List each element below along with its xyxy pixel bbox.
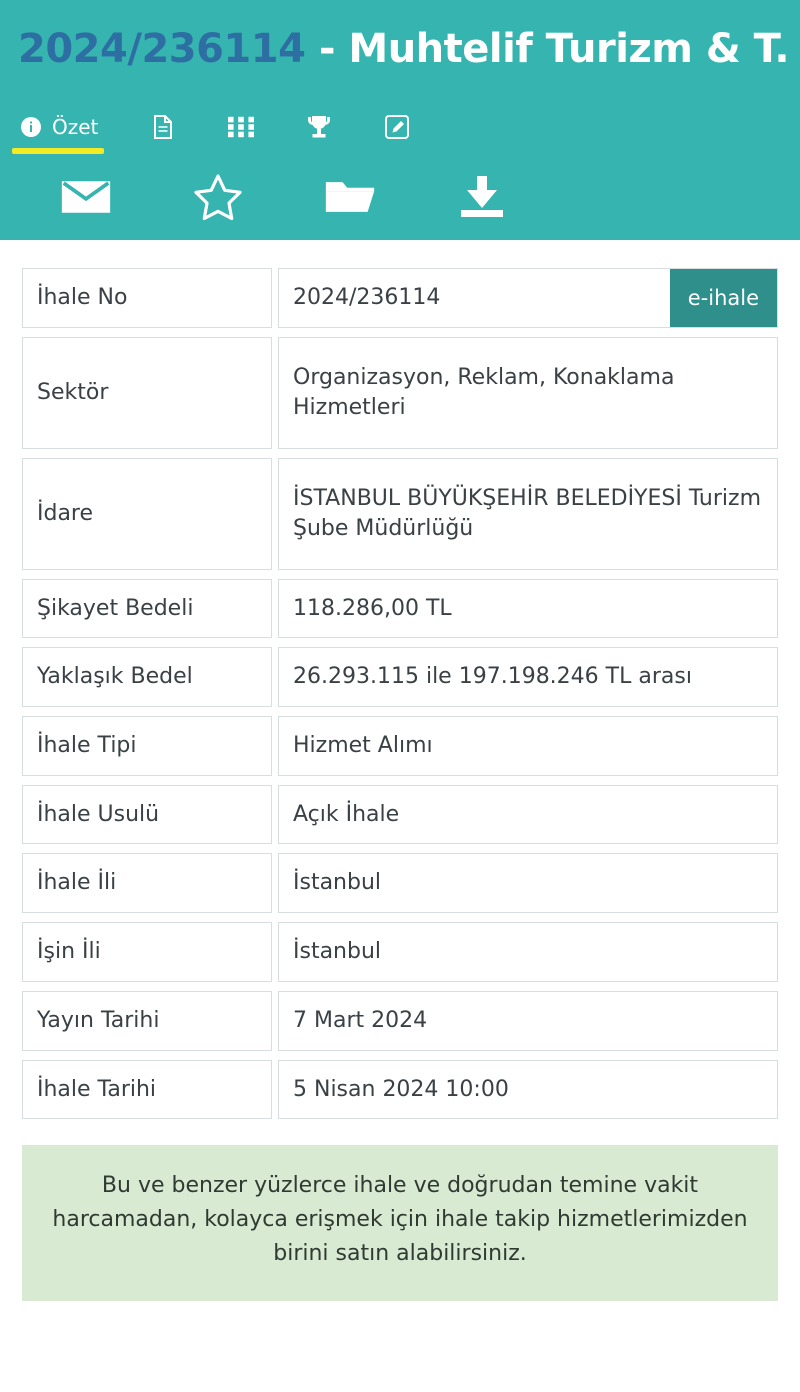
tab-document[interactable] [150,108,176,154]
table-row [22,922,778,982]
row-value: 118.286,00 TL [278,579,778,639]
status-badge[interactable]: e-ihale [670,269,777,327]
page-title-number: 2024/236114 [18,26,306,72]
table-row [22,268,778,328]
row-label: Sektör [22,337,272,449]
row-value: 7 Mart 2024 [278,991,778,1051]
row-label: İhale Tipi [22,716,272,776]
table-row [22,579,778,639]
table-row [22,1060,778,1120]
detail-table [0,240,800,1119]
row-value: İstanbul [278,853,778,913]
row-value: Hizmet Alımı [278,716,778,776]
table-row [22,716,778,776]
row-value-text: 2024/236114 [293,285,441,310]
tab-grid[interactable] [228,108,254,154]
tab-ozet[interactable] [18,108,98,154]
table-row [22,647,778,707]
row-value: İstanbul [278,922,778,982]
row-label: İhale İli [22,853,272,913]
info-icon [18,114,44,140]
table-row [22,785,778,845]
row-value: Organizasyon, Reklam, Konaklama Hizmetleri [278,337,778,449]
table-row [22,337,778,449]
star-icon[interactable] [192,171,244,223]
row-value: Açık İhale [278,785,778,845]
trophy-icon [306,114,332,140]
document-icon [150,114,176,140]
promo-notice: Bu ve benzer yüzlerce ihale ve doğrudan temine vakit harcamadan, kolayca erişmek için ihale takip hizmetlerimizden birini satın alabilirsiniz. [22,1145,778,1301]
row-label: Yaklaşık Bedel [22,647,272,707]
row-label: İhale Usulü [22,785,272,845]
page-title-rest: - Muhtelif Turizm & T. [305,26,790,72]
tab-trophy[interactable] [306,108,332,154]
tab-edit[interactable] [384,108,410,154]
grid-icon [228,114,254,140]
row-label: Yayın Tarihi [22,991,272,1051]
row-label: İhale No [22,268,272,328]
row-label: İşin İli [22,922,272,982]
app-header [0,0,800,240]
download-icon[interactable] [456,171,508,223]
page-title [0,18,800,82]
edit-icon [384,114,410,140]
mail-icon[interactable] [60,171,112,223]
table-row [22,853,778,913]
row-value: 26.293.115 ile 197.198.246 TL arası [278,647,778,707]
row-label: İhale Tarihi [22,1060,272,1120]
tab-bar [0,82,800,154]
folder-icon[interactable] [324,171,376,223]
tab-ozet-label: Özet [52,115,99,139]
table-row [22,458,778,570]
row-value: İSTANBUL BÜYÜKŞEHİR BELEDİYESİ Turizm Şube Müdürlüğü [278,458,778,570]
row-label: İdare [22,458,272,570]
action-bar [0,154,800,240]
row-label: Şikayet Bedeli [22,579,272,639]
row-value: 5 Nisan 2024 10:00 [278,1060,778,1120]
row-value [278,268,778,328]
table-row [22,991,778,1051]
